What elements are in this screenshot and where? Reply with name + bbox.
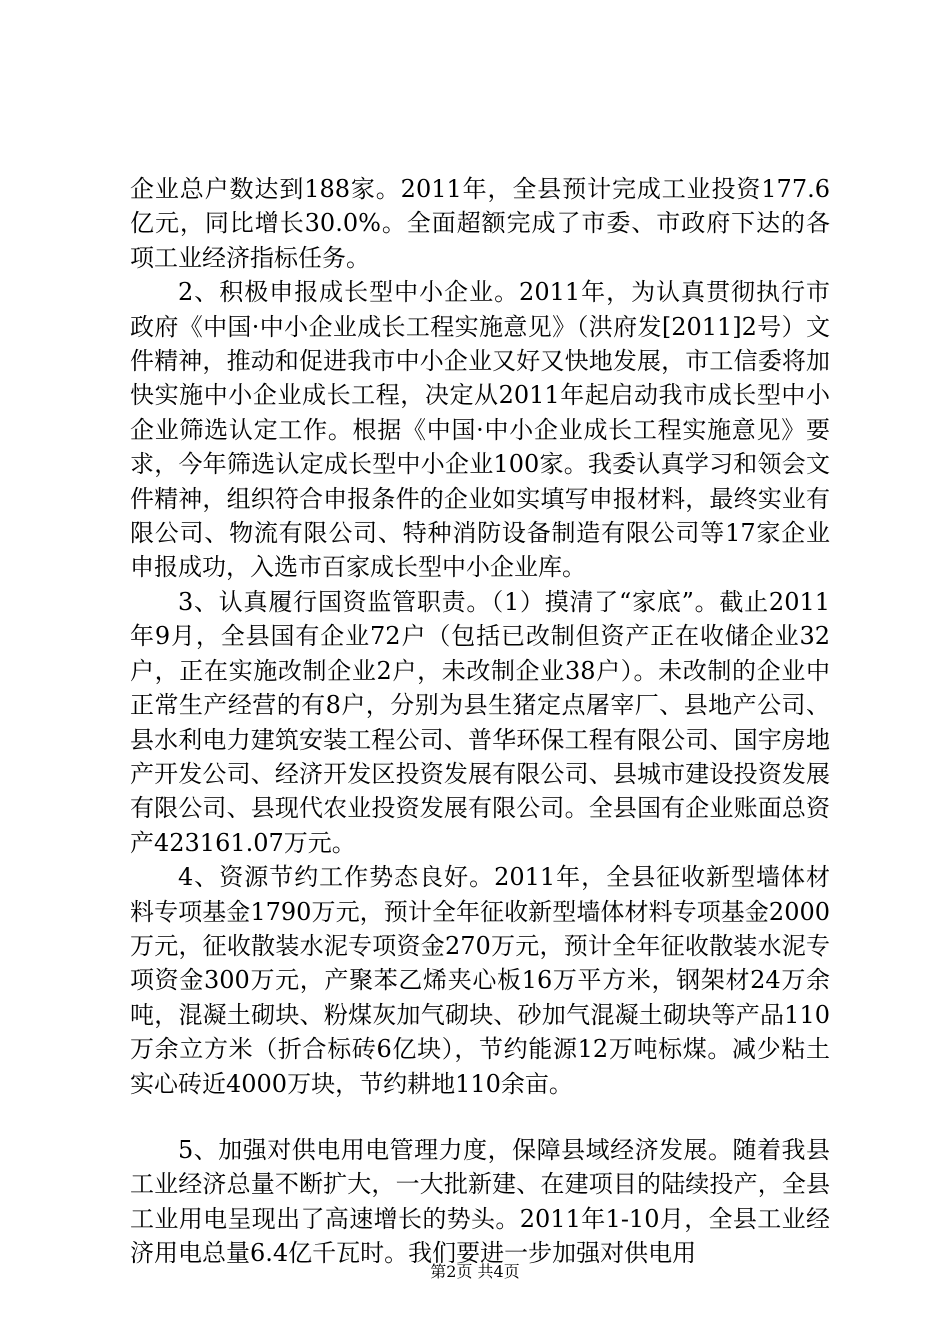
paragraph-item-5: 5、加强对供电用电管理力度，保障县域经济发展。随着我县工业经济总量不断扩大，一大批新建、在建项目的陆续投产，全县工业用电呈现出了高速增长的势头。2011年1-10月，全县工业经济用电总量6.4亿千瓦时。我们要进一步加强对供电用	[130, 1135, 830, 1268]
document-body	[130, 172, 830, 1271]
paragraph-item-3: 3、认真履行国资监管职责。（1）摸清了“家底”。截止2011年9月，全县国有企业72户（包括已改制但资产正在收储企业32户，正在实施改制企业2户，未改制企业38户）。未改制的企业中正常生产经营的有8户，分别为县生猪定点屠宰厂、县地产公司、县水利电力建筑安装工程公司、普华环保工程有限公司、国宇房地产开发公司、经济开发区投资发展有限公司、县城市建设投资发展有限公司、县现代农业投资发展有限公司。全县国有企业账面总资产423161.07万元。	[130, 587, 830, 857]
paragraph-item-4: 4、资源节约工作势态良好。2011年，全县征收新型墙体材料专项基金1790万元，预计全年征收新型墙体材料专项基金2000万元，征收散装水泥专项资金270万元，预计全年征收散装水泥专项资金300万元，产聚苯乙烯夹心板16万平方米，钢架材24万余吨，混凝土砌块、粉煤灰加气砌块、砂加气混凝土砌块等产品110万余立方米（折合标砖6亿块），节约能源12万吨标煤。减少粘土实心砖近4000万块，节约耕地110余亩。	[130, 863, 830, 1098]
paragraph-continuation: 企业总户数达到188家。2011年，全县预计完成工业投资177.6亿元，同比增长30.0%。全面超额完成了市委、市政府下达的各项工业经济指标任务。	[130, 175, 830, 272]
page-footer: 第2页 共4页	[430, 1262, 520, 1281]
paragraph-item-2: 2、积极申报成长型中小企业。2011年，为认真贯彻执行市政府《中国·中小企业成长工程实施意见》（洪府发[2011]2号）文件精神，推动和促进我市中小企业又好又快地发展，市工信委将加快实施中小企业成长工程，决定从2011年起启动我市成长型中小企业筛选认定工作。根据《中国·中小企业成长工程实施意见》要求，今年筛选认定成长型中小企业100家。我委认真学习和领会文件精神，组织符合申报条件的企业如实填写申报材料，最终实业有限公司、物流有限公司、特种消防设备制造有限公司等17家企业申报成功，入选市百家成长型中小企业库。	[130, 278, 830, 582]
